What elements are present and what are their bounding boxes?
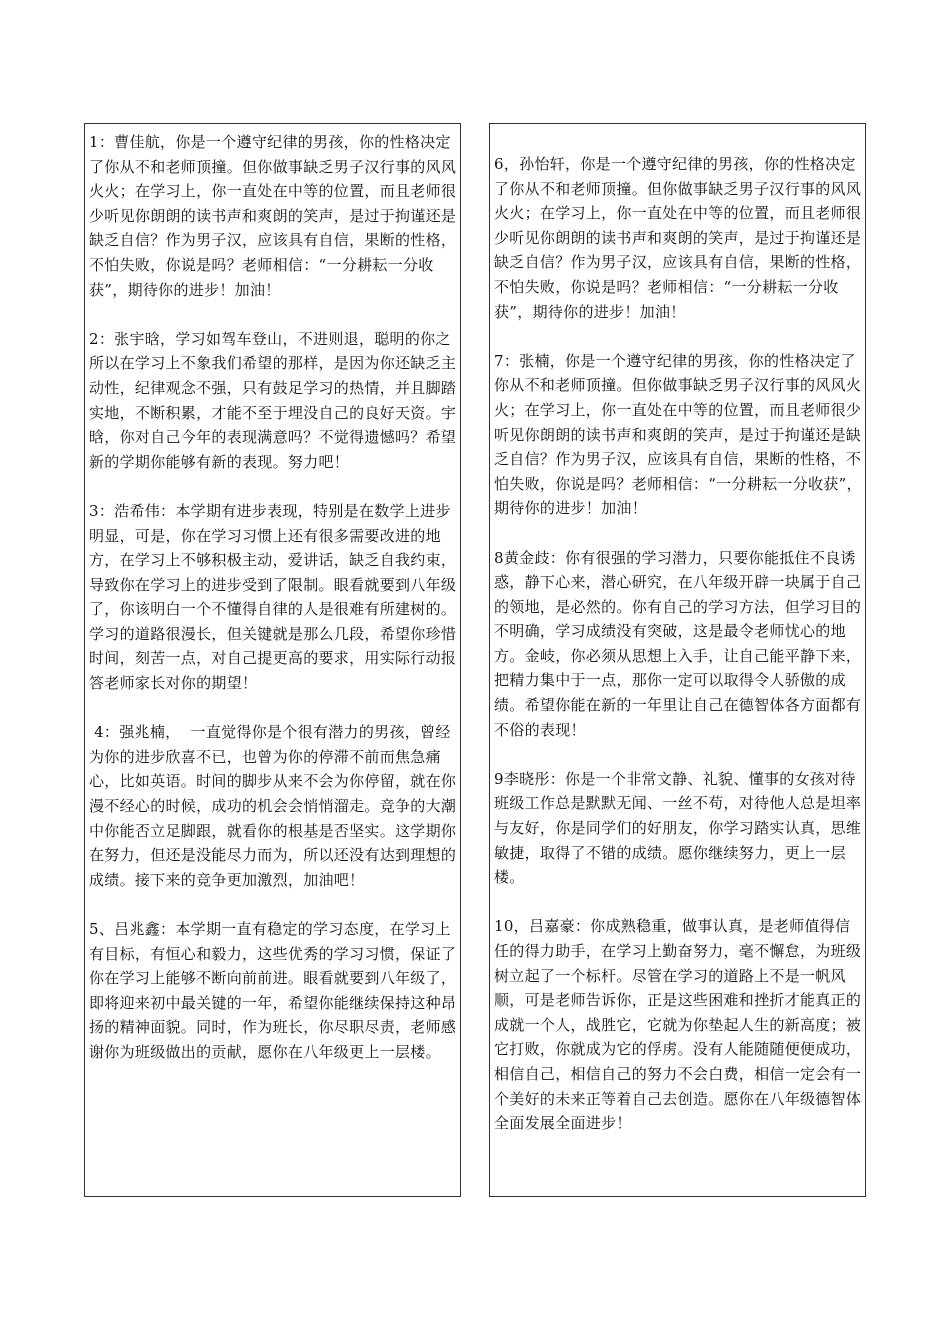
comment-entry-7: 7：张楠，你是一个遵守纪律的男孩，你的性格决定了你从不和老师顶撞。但你做事缺乏男子汉行事的风风火火；在学习上，你一直处在中等的位置，而且老师很少听见你朗朗的读书声和爽朗的笑声，是过于拘谨还是缺乏自信？作为男子汉，应该具有自信，果断的性格，不怕失败，你说是吗？老师相信：“一分耕耘一分收获”，期待你的进步！加油！ [494, 351, 862, 518]
comment-entry-5: 5、吕兆鑫：本学期一直有稳定的学习态度，在学习上有目标，有恒心和毅力，这些优秀的学习习惯，保证了你在学习上能够不断向前前进。眼看就要到八年级了，即将迎来初中最关键的一年，希望你能继续保持这种昂扬的精神面貌。同时，作为班长，你尽职尽责，老师感谢你为班级做出的贡献，愿你在八年级更上一层楼。 [89, 920, 457, 1061]
comment-entry-3: 3：浩希伟：本学期有进步表现，特别是在数学上进步明显，可是，你在学习习惯上还有很多需要改进的地方，在学习上不够积极主动，爱讲话，缺乏自我约束，导致你在学习上的进步受到了限制。眼看就要到八年级了，你该明白一个不懂得自律的人是很难有所建树的。学习的道路很漫长，但关键就是那么几段，希望你珍惜时间，刻苦一点，对自己提更高的要求，用实际行动报答老师家长对你的期望！ [89, 501, 457, 693]
comment-entry-4: 4：强兆楠， 一直觉得你是个很有潜力的男孩，曾经为你的进步欣喜不已，也曾为你的停滞不前而焦急痛心，比如英语。时间的脚步从来不会为你停留，就在你漫不经心的时候，成功的机会会悄悄溜走。竞争的大潮中你能否立足脚跟，就看你的根基是否坚实。这学期你在努力，但还是没能尽力而为，所以还没有达到理想的成绩。接下来的竞争更加激烈，加油吧！ [89, 723, 457, 889]
comment-entry-8: 8黄金歧：你有很强的学习潜力，只要你能抵住不良诱惑，静下心来，潜心研究，在八年级开辟一块属于自己的领地，是必然的。你有自己的学习方法，但学习目的不明确，学习成绩没有突破，这是最令老师忧心的地方。金岐，你必须从思想上入手，让自己能平静下来，把精力集中于一点，那你一定可以取得令人骄傲的成绩。希望你能在新的一年里让自己在德智体各方面都有不俗的表现！ [494, 548, 862, 739]
comment-entry-10: 10，吕嘉豪：你成熟稳重，做事认真，是老师值得信任的得力助手，在学习上勤奋努力，毫不懈怠，为班级树立起了一个标杆。尽管在学习的道路上不是一帆风顺，可是老师告诉你，正是这些困难和挫折才能真正的成就一个人，战胜它，它就为你垫起人生的新高度；被它打败，你就成为它的俘虏。没有人能随随便便成功，相信自己，相信自己的努力不会白费，相信一定会有一个美好的未来正等着自己去创造。愿你在八年级德智体全面发展全面进步！ [494, 917, 862, 1133]
right-comment-column [489, 123, 866, 1197]
left-comment-column [84, 123, 461, 1197]
comment-entry-6: 6，孙怡轩，你是一个遵守纪律的男孩，你的性格决定了你从不和老师顶撞。但你做事缺乏男子汉行事的风风火火；在学习上，你一直处在中等的位置，而且老师很少听见你朗朗的读书声和爽朗的笑声，是过于拘谨还是缺乏自信？作为男子汉，应该具有自信，果断的性格，不怕失败，你说是吗？老师相信：“一分耕耘一分收获”，期待你的进步！加油！ [494, 155, 862, 321]
comment-entry-9: 9李晓彤：你是一个非常文静、礼貌、懂事的女孩对待班级工作总是默默无闻、一丝不苟，对待他人总是坦率与友好，你是同学们的好朋友，你学习踏实认真，思维敏捷，取得了不错的成绩。愿你继续努力，更上一层楼。 [494, 769, 862, 887]
comment-entry-1: 1：曹佳航，你是一个遵守纪律的男孩，你的性格决定了你从不和老师顶撞。但你做事缺乏男子汉行事的风风火火；在学习上，你一直处在中等的位置，而且老师很少听见你朗朗的读书声和爽朗的笑声，是过于拘谨还是缺乏自信？作为男子汉，应该具有自信，果断的性格，不怕失败，你说是吗？老师相信：“一分耕耘一分收获”，期待你的进步！加油！ [89, 133, 457, 299]
comment-entry-2: 2：张宇晗，学习如驾车登山，不进则退，聪明的你之所以在学习上不象我们希望的那样，是因为你还缺乏主动性，纪律观念不强，只有鼓足学习的热情，并且脚踏实地，不断积累，才能不至于埋没自己的良好天资。宇晗，你对自己今年的表现满意吗？不觉得遗憾吗？希望新的学期你能够有新的表现。努力吧！ [89, 329, 457, 471]
